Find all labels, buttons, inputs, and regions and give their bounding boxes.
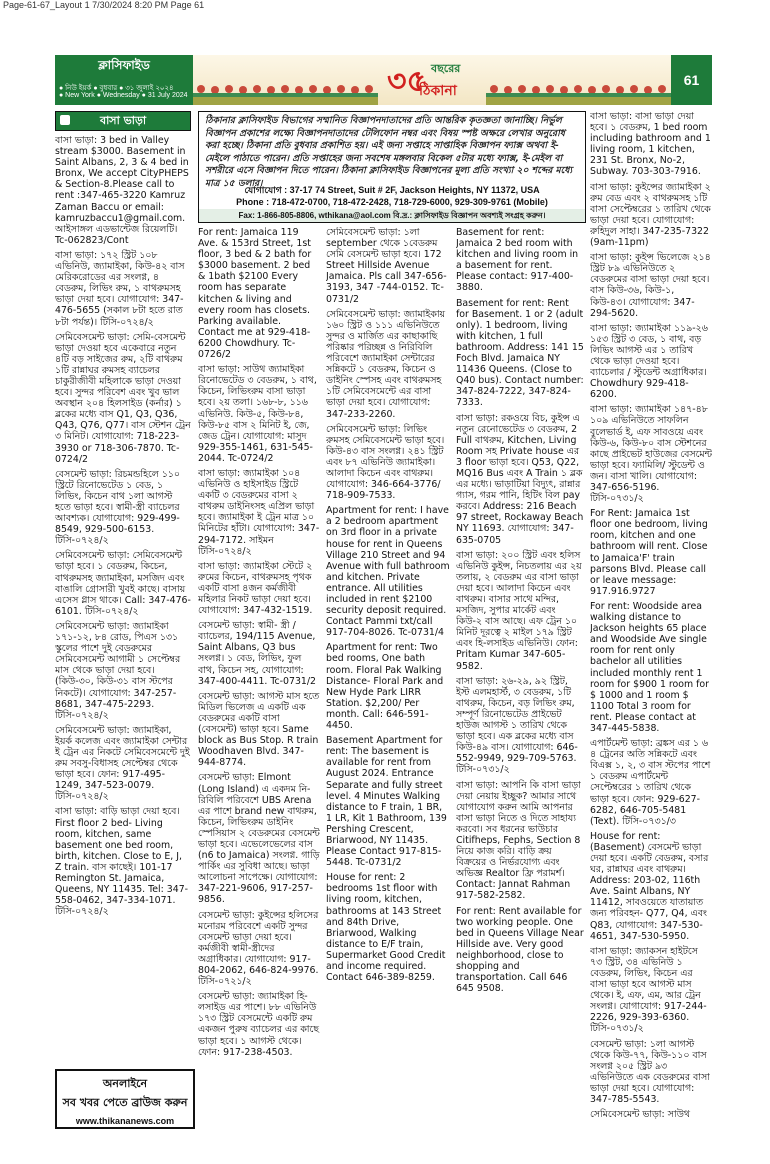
ad-item: বাসা ভাড়া: জ্যামাইকা ১১৯-২৬ ১৫৩ স্ট্রিট ৩ বেড, ১ বাথ, বড় লিভিং আগস্ট এর ১ তারিখ থেকে ভাড়া দেওয়া হবে। ব্যাচেলার / স্টুডেন্ট অগ্রাধিকার। Chowdhury 929-418-6200. — [590, 322, 708, 401]
page-number: 61 — [671, 55, 712, 105]
section-heading-text: বাসা ভাড়া — [99, 114, 147, 127]
ad-item: বেসমেন্ট ভাড়া: স্বামী- স্ত্রী / ব্যাচেলর, 194/115 Avenue, Saint Albans, Q3 bus সংলগ্ন। ১ বেড, লিভিং, ফুল বাথ, কিচেন সহ, যোগাযোগ: 347-400-4411. Tc-0731/2 — [198, 620, 317, 687]
ad-item: সেমিবেসমেন্ট ভাড়া: সেমিবেসমেন্ট ভাড়া হবে। ১ বেডরুম, কিচেন, বাথরুমসহ জ্যামাইকা, মসজিদ এবং বাঙালি গ্রোসারী খুবই কাছে। বাসায় এসেস গ্লাস থাকে। Call: 347-476-6101. টিসি-০৭২৪/২ — [55, 550, 191, 617]
ad-item: For rent: Jamaica 119 Ave. & 153rd Street, 1st floor, 3 bed & 2 bath for $3000 basement. 2 bed & 1bath $2100 Every room has separate kitchen & living and every room has closets. Parking available. Contact me at 929-418-6200 Chowdhury. Tc-0726/2 — [198, 227, 312, 361]
crowd-illustration-right — [486, 83, 671, 105]
ad-item: Basement for rent: Jamaica 2 bed room with kitchen and living room in a basement for rent. Please contact: 917-400-3880. — [456, 227, 579, 294]
ad-item: বেসমেন্ট ভাড়া: রিচমন্ডহিলে ১১০ স্ট্রিটে রিনোভেটেড ১ বেড, ১ লিভিং, কিচেন বাথ ১লা আগস্ট হতে ভাড়া হবে। স্বামী-স্ত্রী ব্যাচেলর আবশ্যক। যোগাযোগ: 929-499-8549, 929-500-6153. টিসি-০৭২৪/২ — [55, 468, 180, 547]
ad-item: বাসা ভাড়া: ২৬-২৯, ৯২ স্ট্রিট, ইস্ট এলমহার্স্ট, ৩ বেডরুম, ১টি বাথরুম, কিচেন, বড় লিভিং রুম, সম্পূর্ণ রিনোভেটেড প্রাইভেট হাউজ আগস্ট ১ তারিখ থেকে ভাড়া হবে। এক ব্লকের মধ্যে বাস কিউ-৪৯ বাস। যোগাযোগ: 646-552-9949, 929-709-5763. টিসি-০৭৩১/২ — [456, 675, 578, 776]
online-promo-line1: অনলাইনে — [102, 1077, 148, 1090]
column-4 — [456, 227, 584, 998]
ad-item: Apartment for rent: I have a 2 bedroom apartment on 3rd floor in a private house for rent in Queens Village 210 Street and 94 Avenue with full bathroom and kitchen. Private entrance. All utilities included in rent $2100 security deposit required. Contact Pammi txt/call 917-704-8026. Tc-0731/4 — [326, 505, 450, 639]
anniversary-banner — [193, 55, 671, 105]
online-promo-line2: সব খবর পেতে ব্রাউজ করুন — [62, 1096, 188, 1109]
section-heading-rent — [55, 111, 191, 131]
section-title: ক্লাসিফাইড — [98, 58, 150, 72]
column-1 — [55, 111, 191, 921]
ad-item: বাসা ভাড়া: আপনি কি বাসা ভাড়া দেয়া নেয়ায় ইচ্ছুক? আমার সাথে যোগাযোগ করুন আমি আপনার বাসা ভাড়া নিতে ও দিতে সাহায্য করবো। সব ধরনের ভাউচার Citifheps, Fephs, Section 8 নিয়ে কাজ করি। বাড়ি ক্রয় বিক্রয়ের ও নির্ভরযোগ্য এবং অভিজ্ঞ Realtor ফ্রি পরামর্শ। Contact: Jannat Rahman 917-582-2582. — [456, 779, 581, 902]
date-bangla: ● নিউ ইয়র্ক ● বুধবার ● ৩১ জুলাই ২০২৪ — [59, 85, 174, 92]
ad-item: বাসা ভাড়া: ২০০ স্ট্রিট এবং হলিস এভিনিউ কুইন্স, নিচতলায় এর ২য় তলায়, ২ বেডরুম এর বাসা ভাড়া দেয়া হবে। আলাদা কিচেন এবং বাথরুম। বাসার সাথে মন্দির, মসজিদ, সুপার মার্কেট এবং কিউ-২ বাস আছে। এফ ট্রেন ১০ মিনিট দূরত্বে ২ মাইল ১৭৯ স্ট্রিট এবং হি-লসাইড এভিনিউ। ফোন: Pritam Kumar 347-605-9582. — [456, 549, 582, 672]
notice-address: যোগাযোগ : 37-17 74 Street, Suit # 2F, Jackson Heights, NY 11372, USA — [244, 185, 540, 195]
ad-item: Basement Apartment for rent: The basement is available for rent from August 2024. Entrance Separate and fully street level. 4 Minutes Walking distance to F train, 1 BR, 1 LR, Kit 1 Bathroom, 139 Pershing Crescent, Briarwood, NY 11435. Please Contact 917-815-5448. Tc-0731/2 — [326, 735, 447, 869]
ad-item: সেমিবেসমেন্ট ভাড়া: লিভিং রুমসহ সেমিবেসমেন্ট ভাড়া হবে। কিউ-৪৩ বাস সংলগ্ন। ২৪১ স্ট্রিট এবং ৮৭ এভিনিউ জ্যামাইকা। আলাদা কিচেন এবং বাথরুম। যোগাযোগ: 346-664-3776/ 718-909-7533. — [326, 423, 445, 502]
ad-item: House for rent: (Basement) বেসমেন্ট ভাড়া দেয়া হবে। একটি বেডরুম, বসার ঘর, রান্নাঘর এবং বাথরুম। Address: 203-02, 116th Ave. Saint Albans, NY 11412, সাবওয়েতে যাতায়াত জন্য পরিবহন- Q77, Q4, এবং Q83, যোগাযোগ: 347-530-4651, 347-530-5950. — [590, 830, 709, 942]
ad-item: বেসমেন্ট ভাড়া: Elmont (Long Island) এ একদম নি-রিবিলি পরিবেশে UBS Arena এর পাশে brand new বাথরুম, কিচেন, লিভিংরুম ডাইনিং স্পেসিয়াস ২ বেডরুমের বেসমেন্ট ভাড়া হবে। এভেলেভেলের বাস (n6 to Jamaica) সংলগ্ন. গাড়ি পার্কিং এর সুবিধা আছে। ভাড়া আলোচনা সাপেক্ষে। যোগাযোগ: 347-221-9606, 917-257-9856. — [198, 772, 320, 906]
date-english: ● New York ● Wednesday ● 31 July 2024 — [59, 92, 188, 99]
ad-item: Apartment for rent: Two bed rooms, One bath room. Floral Pak Walking Distance- Floral Park and New Hyde Park LIRR Station. $2,200/ Per month. Call: 646-591-4450. — [326, 642, 444, 732]
ad-item: Basement for rent: Rent for Basement. 1 or 2 (adult only). 1 bedroom, living with kitchen, 1 full bathroom. Address: 141 15 Foch Blvd. Jamaica NY 11436 Queens. (Close to Q40 bus). Contact number: 347-824-7222, 347-824-7333. — [456, 297, 584, 409]
ad-item: For Rent: Jamaica 1st floor one bedroom, living room, kitchen and one bathroom will rent. Close to Jamaica'F' train parsons Blvd. Please call or leave message: 917.916.9727 — [590, 508, 708, 597]
ad-item: বাসা ভাড়া: কুইন্স ভিলেজে ২১৪ স্ট্রিট ৮৯ এভিনিউতে ২ বেডরুমের বাসা ভাড়া দেয়া হবে। বাস কিউ-৩৬, কিউ-১, কিউ-৪৩। যোগাযোগ: 347-294-5620. — [590, 252, 711, 319]
ad-item: বাসা ভাড়া: 3 bed in Valley stream $3000. Basement in Saint Albans, 2, 3 & 4 bed in Bronx, We accept CityPHEPS & Section-8.Please call to rent :347-465-3220 Kamruz Zaman Baccu or email: kamruzbaccu1@gmail.com. আইসাঙ্গল এডভান্টেজ রিয়েলটি। Tc-062823/Cont — [55, 135, 189, 246]
notice-phones: Phone : 718-472-0700, 718-472-2428, 718-729-6000, 929-309-9761 (Mobile) — [236, 197, 548, 207]
ad-item: বেসমেন্ট ভাড়া: ১লা আগস্ট থেকে কিউ-৭৭, কিউ-১১০ বাস সংলগ্ন ২০৫ স্ট্রিট ৯৩ এভিনিউতে এক বেডরুমের বাসা ভাড়া দেয়া হবে। যোগাযোগ: 347-785-5543. — [590, 1038, 710, 1105]
logo-number: ৩৫ — [387, 64, 426, 99]
ad-item: এপার্টমেন্ট ভাড়া: ব্রঙ্কস এর ১ ৬ ৪ ট্রেনের অতি সন্নিকটে এবং বিএক্স ১, ২, ৩ বাস স্টপের পাশে ১ বেডরুম এপার্টমেন্ট সেপ্টেম্বরের ১ তারিখ থেকে ভাড়া হবে। ফোন: 929-627-6282, 646-705-5481 (Text). টিসি-০৭৩১/৩ — [590, 738, 711, 827]
section-label-block — [55, 55, 193, 105]
classified-notice-box — [198, 111, 586, 223]
column-2 — [198, 227, 320, 1062]
ad-item: বাসা ভাড়া: বাড়ি ভাড়া দেয়া হবে। First floor 2 bed- Living room, kitchen, same basement one bed room, birth, kitchen. Close to E, J, Z train. বাস কাছেই। 101-17 Remington St. Jamaica, Queens, NY 11435. Tel: 347-558-0462, 347-334-1071. টিসি-০৭২৪/২ — [55, 806, 189, 918]
ad-item: বাসা ভাড়া: রকওয়ে বিচ, কুইন্স এ নতুন রেনোভেটেড ৩ বেডরুম, 2 Full বাথরুম, Kitchen, Living Room সহ Private house এর 3 floor ভাড়া হবে। Q53, Q22, MQ16 Bus এবং A Train ১ ব্লক এর মধ্যে। ভাড়াটিয়া বিদ্যুৎ, রান্নার গ্যাস, গরম পানি, হিটিং বিল pay করবে। Address: 216 Beach 97 street, Rockaway Beach NY 11693. যোগাযোগ: 347-635-0705 — [456, 412, 584, 546]
online-promo-box — [55, 1069, 195, 1129]
ad-item: বেসমেন্ট ভাড়া: আগস্ট মাস হতে মিডিল ভিলেজ এ একটি এক বেডরুমের একটি বাসা (বেসমেন্ট) ভাড়া হবে। Same block as Bus Stop. R train Woodhaven Blvd. 347-944-8774. — [198, 690, 320, 769]
ad-item: বাসা ভাড়া: কুইন্সের জ্যামাইকা ২ রুম বেড এবং ২ বাথরুমসহ ১টি বাসা সেপ্টেম্বরের ১ তারিখ থেকে ভাড়া দেয়া হবে। যোগাযোগ: রুহিদুল সাহা। 347-235-7322 (9am-11pm) — [590, 181, 711, 249]
ad-item: For rent: Woodside area walking distance to Jackson heights 65 place and Woodside Ave single room for rent only bachelor all utilities included monthly rent 1 room for $900 1 room for $ 1000 and 1 room $ 1100 Total 3 room for rent. Please contact at 347-445-5838. — [590, 600, 710, 734]
ad-item: For rent: Rent available for two working people. One bed in Queens Village Near Hillside ave. Very good neighborhood, close to shopping and transportation. Call 646 645 9508. — [456, 905, 584, 995]
ad-item: সেমিবেসমেন্ট ভাড়া: জ্যামাইকায় ১৬০ স্ট্রিট ও ১১১ এভিনিউতে সুন্দর ও মার্জিত এর কাছাকাছি পরিষ্কার পরিচ্ছন্ন ও নিরিবিলি পরিবেশে জ্যামাইকা সেন্টারের সন্নিকটে ১ বেডরুম, কিচেন ও ডাইনিং স্পেসহ এবং বাথরুমসহ ১টি সেমিবেসমেন্টে এর বাসা ভাড়া দেয়া হবে। যোগাযোগ: 347-233-2260. — [326, 308, 446, 420]
notice-fax-email: Fax: 1-866-805-8806, wthikana@aol.com বি.দ্র.: ক্লাসিফাইড বিজ্ঞাপন অবশ্যই সংগ্রহ করুন। — [199, 209, 585, 222]
page-header — [55, 55, 712, 105]
ad-item: সেমিবেসমেন্ট ভাড়া: জ্যামাইকা, ইয়র্ক কলেজ এবং জ্যামাইকা সেন্টার ই ট্রেন এর নিকটে সেমিবেসমেন্টে দুই রুম সবসু-বিধাসহ সেপ্টেম্বর থেকে ভাড়া হবে। ফোন: 917-495-1249, 347-523-0079. টিসি-০৭২৪/২ — [55, 724, 190, 803]
ad-item: বেসমেন্ট ভাড়া: জ্যামাইকা হি-লসাইড এর পাশে। ৮৮ এভিনিউ ১৭৩ স্ট্রিট বেসমেন্টে একটি রুম একজন পুরুষ ব্যাচেলর এর কাছে ভাড়া হবে। ১ আগস্ট থেকে। ফোন: 917-238-4503. — [198, 991, 319, 1058]
ad-item: বাসা ভাড়া: জ্যামাইকা ১৪৭-৪৮ ১০৯ এভিনিউতে সাফলিন বুলেভার্ড ই, এফ সাবওয়ে এবং কিউ-৬, কিউ-৮০ বাস স্টেশনের কাছে প্রাইভেট হাউজের বেসমেন্ট ভাড়া হবে। ফ্যামিলি/ স্টুডেন্ট ও জন। বাসা খালি। যোগাযোগ: 347-656-5196. টিসি-০৭৩১/২ — [590, 404, 712, 505]
ad-item: বেসমেন্ট ভাড়া: কুইন্সের হলিসের মনোরম পরিবেশে একটি সুন্দর বেসমেন্ট ভাড়া দেয়া হবে। কর্মজীবী স্বামী-স্ত্রীদের অগ্রাধিকার। যোগাযোগ: 917-804-2062, 646-824-9976. টিসি-০৭২১/২ — [198, 909, 319, 988]
notice-text: ঠিকানার ক্লাসিফাইড বিভাগের সম্মানিত বিজ্ঞাপনদাতাদের প্রতি আন্তরিক কৃতজ্ঞতা জানাচ্ছি। নির্ভুল বিজ্ঞাপন প্রকাশের লক্ষ্যে বিজ্ঞাপনদাতাদের টেলিফোন নম্বর এবং বিষয় স্পষ্ট অক্ষরে লেখার অনুরোধ করা হচ্ছে। ঠিকানা প্রতি বুধবার প্রকাশিত হয়। এই জন্য সপ্তাহে সাপ্তাহিক বিজ্ঞাপন ফ্যাক্স অথবা ই-মেইলে পাঠাতে পারেন। প্রতি সপ্তাহের জন্য সবশেষ মঙ্গলবার বিকেল ৫টার মধ্যে ফ্যাক্স, ই-মেইল বা সশরীরে এসে বিজ্ঞাপন দিতে পারেন। ঠিকানা ক্লাসিফাইড বিজ্ঞাপনের মূল্য প্রতি সংখ্যা ২০ শব্দের মধ্যে মাত্র ১৫ ডলার। — [205, 115, 573, 189]
ad-item: বাসা ভাড়া: বাসা ভাড়া দেয়া হবে। ১ বেডরুম, 1 bed room including bathroom and 1 living room, 1 kitchen, 231 St. Bronx, No-2, Subway. 703-303-7916. — [590, 111, 711, 178]
crowd-illustration-left — [193, 83, 378, 105]
anniversary-logo — [383, 57, 483, 103]
ad-item: বাসা ভাড়া: ১৭২ স্ট্রিট ১০৮ এভিনিউ, জ্যামাইকা, কিউ-৪২ বাস মেরিকরোডের এর সংলগ্ন, ৪ বেডরুম, লিভিং রুম, ১ বাথরুমসহ ভাড়া দেয়া হবে। যোগাযোগ: 347-476-5655 (সকাল ৮টা হতে রাত ৮টা পর্যন্ত)। টিসি-০৭২৪/২ — [55, 249, 185, 328]
ad-item: সেমিবেসমেন্ট ভাড়া: জ্যামাইকা ১৭১-১২, ৮৪ রোড, পিএস ১৩১ স্কুলের পাশে দুই বেডরুমের সেমিবেসমেন্ট আগামী ১ সেপ্টেম্বর মাস থেকে ভাড়া দেয়া হবে। (কিউ-৩০, কিউ-৩১ বাস স্টপের নিকটে)। যোগাযোগ: 347-257-8681, 347-475-2293. টিসি-০৭২৪/২ — [55, 620, 181, 721]
print-trim-line: Page-61-67_Layout 1 7/30/2024 8:20 PM Page 61 — [3, 0, 205, 10]
ad-item: বাসা ভাড়া: জ্যামাইকা স্টেটে ২ রুমের কিচেন, বাথরুমসহ পৃথক একটি বাসা ৪জন কর্মজীবী মহিলার নিকট ভাড়া দেয়া হবে। যোগাযোগ: 347-432-1519. — [198, 560, 313, 617]
ad-item: সেমিবেসমেন্ট ভাড়া: সাউথ — [590, 1109, 690, 1121]
logo-years-text: বছরের — [431, 62, 461, 75]
website-link[interactable]: www.thikananews.com — [75, 1116, 175, 1126]
classified-page — [55, 55, 712, 1125]
ad-item: House for rent: 2 bedrooms 1st floor with living room, kitchen, bathrooms at 143 Street and 84th Drive, Briarwood, Walking distance to E/F train, Supermarket Good Credit and income required. Contact 646-389-8259. — [326, 872, 446, 984]
logo-name-text: ঠিকানা — [419, 83, 457, 99]
ad-item: বাসা ভাড়া: জ্যাকসন হাইটসে ৭৩ স্ট্রিট, ৩৪ এভিনিউ ১ বেডরুম, লিভিং, কিচেন এর বাসা ভাড়া হবে আগস্ট মাস থেকে। ই, এফ, এম, আর ট্রেন সংলগ্ন। যোগাযোগ: 917-244-2226, 929-393-6360. টিসি-০৭৩১/২ — [590, 945, 707, 1035]
ad-item: সেমিবেসমেন্ট ভাড়া: ১লা september থেকে ১বেডরুম সেমি বেসমেন্ট ভাড়া হবে। 172 Street Hillside Avenue Jamaica. Pls call 347-656-3193, 347 -744-0152. Tc-0731/2 — [326, 227, 447, 305]
column-3 — [326, 227, 450, 987]
ad-item: সেমিবেসমেন্ট ভাড়া: সেমি-বেসমেন্ট ভাড়া দেওয়া হবে একেবারে নতুন ৪টি বড় সাইজের রুম, ২টি বাথরুম ১টি রান্নাঘর রুমসহ ব্যাচেলর চাকুরীজীবী মহিলাকে ভাড়া দেওয়া হবে। সুন্দর পরিবেশ এবং খুব ভাল অবস্থান ২০৪ হিলসাইড (কর্নার) ১ ব্লকের মধ্যে বাস Q1, Q3, Q36, Q43, Q76, Q77। বাস স্টেশন ট্রেন ৩ মিনিট। যোগাযোগ: 718-223-3930 or 718-306-7870. Tc-0724/2 — [55, 331, 191, 465]
column-5 — [590, 111, 712, 1124]
house-icon — [60, 115, 70, 125]
ad-item: বাসা ভাড়া: জ্যামাইকা ১০৪ এভিনিউ ও হাইসাইড স্ট্রিটে একটি ৩ বেডরুমের বাসা ২ বাথরুম ডাইনিংসহ এপ্রিল ভাড়া হবে। জ্যামাইকা ই ট্রেন মাত্র ১০ মিনিটের হাঁটা। যোগাযোগ: 347-294-7172. সাইমন টিসি-০৭২৪/২ — [198, 467, 320, 557]
ad-item: বাসা ভাড়া: সাউথ জ্যামাইকা রিনোভেটেড ৩ বেডরুম, ১ বাথ, কিচেন, লিভিংরুম বাসা ভাড়া হবে। ২য় তলা। ১৬৮-৮, ১১৬ এভিনিউ. কিউ-৫, কিউ-৮৪, কিউ-৮৫ বাস ২ মিনিট ই, জে, জেড ট্রেন। যোগাযোগ: মাসুদ 929-355-1461, 631-545-2044. Tc-0724/2 — [198, 364, 317, 464]
